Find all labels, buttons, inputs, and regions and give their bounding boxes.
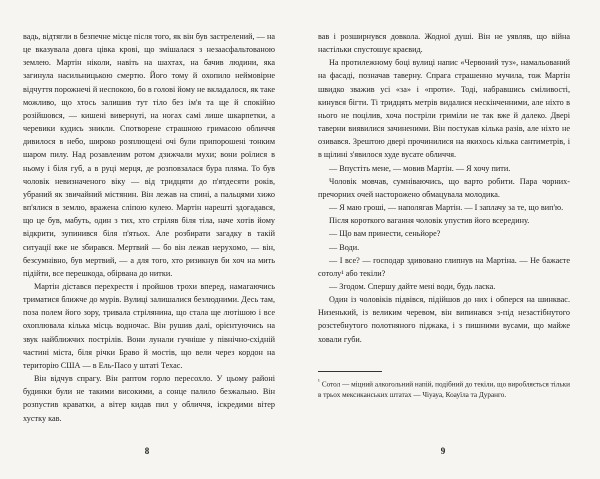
right-paragraph-6: Після короткого вагання чоловік упустив його всередину.: [329, 216, 530, 226]
page-number-right: 9: [440, 446, 446, 456]
left-paragraph-2: Мартін дістався перехрестя і пройшов трохи вперед, намагаючись триматися ближче до мурів. Вулиці залишалися безлюдними. Десь там, поза полем його зору, тривала стрілянина, що стала ще лютішою і все охоплювала кілька місць водночас. Він рушив далі, орієнтуючись на звук найближчих пострілів. Вони лунали гучніше у північно-східній частині міста, біля річки Браво й мостів, що вели через кордон на територію США — в Ель-Пасо у штаті Техас.: [23, 281, 275, 370]
right-page-text: [318, 30, 570, 346]
right-paragraph-4: Чоловік мовчав, сумніваючись, що варто робити. Пара чорних-пречорних очей насторожено обмацувала молодика.: [318, 176, 570, 199]
right-paragraph-5: — Я маю гроші, — наполягав Мартін. — І заплачу за те, що вип'ю.: [329, 203, 564, 213]
left-page-text: [23, 30, 275, 425]
right-paragraph-9: — І все? — господар здивовано глипнув на Мартіна. — Не бажаєте сотолу¹ або текіли?: [318, 255, 570, 278]
right-paragraph-1: вав і розширнувся довкола. Жодної душі. Він не уявляв, що війна настільки спустошує краєвид.: [318, 32, 570, 55]
right-paragraph-11: Один із чоловіків підвівся, підійшов до них і обперся на шинквас. Низенький, із великим черевом, він випинався з-під незастібнутого розстебнутого полотняного піджака, і з пишними вусами, що майже ховали губи.: [318, 295, 570, 344]
right-paragraph-2: На протилежному боці вулиці напис «Червоний туз», намальований на фасаді, позначав таверну. Спрага страшенно мучила, тож Мартін швидко зважив усі «за» і «проти». Тоді, набравшись сміливості, кинувся бігти. Ті тридцять метрів видалися нескінченними, але ніхто в нього не поцілив, хоча постріли гриміли не так вже й далеко. Двері таверни виявилися зачиненими. Він постукав кілька разів, але ніхто не озивався. Зрештою двері прочинилися на якихось кілька сантиметрів, і в щілині з'явилося худе вусате обличчя.: [318, 58, 570, 160]
left-paragraph-1: вадь, відтягли в безпечне місце після того, як він був застрелений, — на це вказувала довга цівка крові, що змішалася з незаасфальтованою землею. Мартін ніколи, навіть на шахтах, на бачив людини, яка загинула насильницькою смертю. Його тому й охопило неймовірне відчуття порожнечі й неспокою, бо в голові йому не вкладалося, як таке можливо, що хтось залишив тут тіло без ім'я та ще й спокійно розійшовся, — кишені вивернуті, на ногах самі лише шкарпетки, а черевики кудись зникли. Спотворене страшною гримасою обличчя дивилося в небо, широко розплющені очі були припорошені тонким шаром пилу. Над розавленим ротом дзижчали мухи; вони роїлися в ньому і біля губ, а в руці мерця, де розповзалася бура пляма. То був чоловік невизначеного віку — від тридцяти до п'ятдесяти років, убраний як звичайний містянин. Він лежав на спині, а пальцями хижо вп'ялися в землю, вражена сліпою кулею. Мартін нарешті здогадався, що це був, мабуть, один з тих, хто стріляв біля тіла, наче хотів йому відкрити, зупинився біля п'ятьох. Але розбирати загадку в такій ситуації вже не збирався. Мертвий — бо він лежав нерухомо, — він, безсумнівно, був мертвий, — а для того, хто ризикнув би хоч на мить підійти, все перешкода, обірвана до нитки.: [23, 32, 275, 278]
footnote-number: ¹: [318, 379, 320, 385]
page-number-left: 8: [144, 446, 150, 456]
right-paragraph-10: — Згодом. Спершу дайте мені води, будь ласка.: [329, 281, 496, 291]
right-paragraph-7: — Що вам принести, сеньйоре?: [329, 229, 441, 239]
right-paragraph-3: — Впустіть мене, — мовив Мартін. — Я хочу пити.: [329, 163, 511, 173]
footnote: [318, 377, 570, 401]
footnote-text: Сотол — міцний алкогольний напій, подібний до текіли, що виробляється тільки в трьох мексиканських штатах — Чіуауа, Коауїла та Дуранго.: [318, 380, 570, 400]
footnote-rule: [318, 371, 382, 372]
right-paragraph-8: — Води.: [329, 242, 360, 252]
left-paragraph-3: Він відчув спрагу. Він раптом горло пересохло. У цьому районі будинки були не такими високими, а сонце палило безжально. Він розпустив краватки, а вітер кидав пил у обличчя, іскредими вітер хустку кав.: [23, 374, 275, 423]
